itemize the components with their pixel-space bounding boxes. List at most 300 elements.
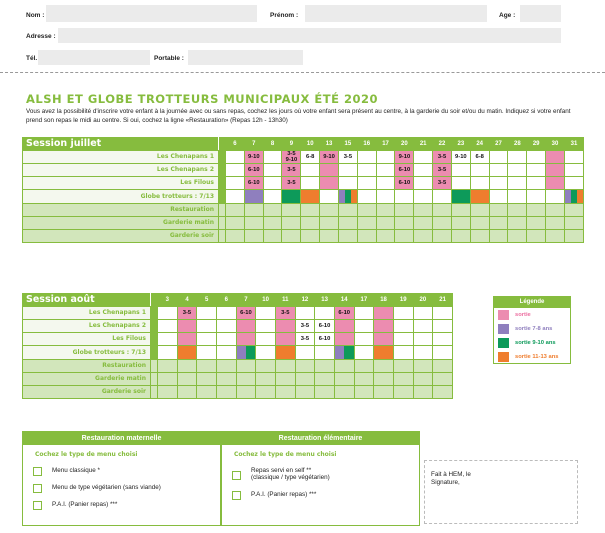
day-cell[interactable]	[489, 151, 508, 164]
day-cell[interactable]	[282, 230, 301, 243]
day-cell[interactable]	[376, 204, 395, 217]
day-cell[interactable]	[226, 190, 245, 204]
day-cell[interactable]	[470, 177, 489, 190]
day-cell[interactable]	[451, 230, 470, 243]
day-cell[interactable]	[256, 333, 276, 346]
day-cell[interactable]	[564, 217, 583, 230]
day-cell[interactable]	[564, 164, 583, 177]
day-cell[interactable]: 6-10	[395, 177, 414, 190]
day-cell[interactable]	[376, 190, 395, 204]
row-label: Les Chenapans 1	[23, 151, 219, 164]
day-cell[interactable]	[414, 164, 433, 177]
day-cell[interactable]	[263, 151, 282, 164]
day-cell[interactable]	[527, 204, 546, 217]
table-row	[23, 307, 453, 320]
legend-title: Légende	[494, 297, 570, 308]
session-august-table	[22, 293, 453, 399]
day-cell[interactable]	[564, 204, 583, 217]
day-cell[interactable]	[197, 346, 217, 360]
day-cell[interactable]	[433, 320, 453, 333]
day-cell[interactable]	[393, 360, 413, 373]
day-cell[interactable]	[177, 320, 197, 333]
day-cell[interactable]	[489, 204, 508, 217]
day-cell[interactable]	[508, 204, 527, 217]
spacer	[219, 204, 226, 217]
day-cell[interactable]	[489, 177, 508, 190]
day-cell[interactable]	[564, 177, 583, 190]
day-cell[interactable]	[216, 307, 236, 320]
day-header: 4	[177, 294, 197, 307]
day-cell[interactable]	[236, 333, 256, 346]
day-cell[interactable]	[282, 217, 301, 230]
day-cell[interactable]	[338, 230, 357, 243]
day-cell[interactable]	[451, 190, 470, 204]
day-cell[interactable]: 3-5	[295, 320, 315, 333]
day-cell[interactable]	[315, 307, 335, 320]
day-cell[interactable]	[414, 204, 433, 217]
day-cell[interactable]	[275, 320, 295, 333]
spacer	[219, 164, 226, 177]
day-cell[interactable]	[334, 373, 354, 386]
day-cell[interactable]: 6-10	[315, 320, 335, 333]
day-cell[interactable]	[395, 217, 414, 230]
day-cell[interactable]: 3-5	[433, 164, 452, 177]
day-cell[interactable]: 6-10	[244, 164, 263, 177]
tel-field[interactable]	[38, 50, 150, 65]
day-cell[interactable]	[470, 190, 489, 204]
day-cell[interactable]	[489, 217, 508, 230]
day-cell[interactable]	[546, 190, 565, 204]
day-cell[interactable]	[413, 333, 433, 346]
day-cell[interactable]	[374, 386, 394, 399]
day-cell[interactable]	[470, 230, 489, 243]
adresse-field[interactable]	[58, 28, 561, 43]
day-cell[interactable]	[527, 190, 546, 204]
day-cell[interactable]	[282, 204, 301, 217]
prenom-label: Prénom :	[270, 12, 299, 19]
day-cell[interactable]: 6-8	[301, 151, 320, 164]
day-cell[interactable]	[354, 307, 374, 320]
day-cell[interactable]	[177, 333, 197, 346]
day-cell[interactable]	[414, 151, 433, 164]
day-cell[interactable]	[413, 320, 433, 333]
day-cell[interactable]	[158, 360, 178, 373]
day-cell[interactable]	[158, 307, 178, 320]
day-cell[interactable]	[158, 320, 178, 333]
page-title: ALSH ET GLOBE TROTTEURS MUNICIPAUX ÉTÉ 2020	[26, 92, 378, 106]
day-cell[interactable]	[395, 230, 414, 243]
day-cell[interactable]	[275, 360, 295, 373]
outing-color-block	[178, 346, 197, 359]
day-cell[interactable]: 3-5 9-10	[282, 151, 301, 164]
day-cell[interactable]	[451, 164, 470, 177]
day-cell[interactable]	[433, 217, 452, 230]
day-cell[interactable]	[527, 230, 546, 243]
day-cell[interactable]	[451, 217, 470, 230]
day-header: 16	[357, 138, 376, 151]
outing-color-block	[374, 346, 393, 359]
day-header: 6	[226, 138, 245, 151]
day-cell[interactable]	[216, 346, 236, 360]
day-cell[interactable]: 9-10	[320, 151, 339, 164]
day-cell[interactable]	[354, 320, 374, 333]
day-cell[interactable]	[395, 204, 414, 217]
day-cell[interactable]	[275, 386, 295, 399]
day-cell[interactable]: 3-5	[433, 177, 452, 190]
day-cell[interactable]	[433, 346, 453, 360]
day-cell[interactable]	[295, 373, 315, 386]
day-cell[interactable]	[177, 360, 197, 373]
day-cell[interactable]	[357, 177, 376, 190]
day-cell[interactable]	[508, 151, 527, 164]
spacer	[219, 177, 226, 190]
day-cell[interactable]	[320, 217, 339, 230]
day-cell[interactable]	[413, 386, 433, 399]
day-cell[interactable]	[320, 190, 339, 204]
session-july-table	[22, 137, 584, 243]
day-cell[interactable]	[470, 217, 489, 230]
day-cell[interactable]	[374, 373, 394, 386]
checkbox[interactable]	[232, 491, 241, 500]
day-header: 20	[395, 138, 414, 151]
day-cell[interactable]: 6-10	[315, 333, 335, 346]
day-cell[interactable]	[546, 230, 565, 243]
day-cell[interactable]	[376, 151, 395, 164]
day-cell[interactable]	[256, 373, 276, 386]
day-cell[interactable]	[216, 373, 236, 386]
day-cell[interactable]	[334, 320, 354, 333]
day-cell[interactable]	[338, 190, 357, 204]
day-cell[interactable]: 9-10	[244, 151, 263, 164]
day-cell[interactable]	[546, 164, 565, 177]
day-cell[interactable]	[376, 164, 395, 177]
day-cell[interactable]	[508, 190, 527, 204]
day-cell[interactable]	[177, 386, 197, 399]
day-cell[interactable]	[433, 307, 453, 320]
day-cell[interactable]	[564, 151, 583, 164]
day-cell[interactable]	[489, 230, 508, 243]
day-cell[interactable]: 3-5	[338, 151, 357, 164]
day-cell[interactable]	[275, 346, 295, 360]
day-cell[interactable]	[263, 177, 282, 190]
day-cell[interactable]	[263, 204, 282, 217]
day-cell[interactable]	[275, 333, 295, 346]
option-label: Menu classique *	[52, 467, 100, 474]
day-cell[interactable]	[197, 386, 217, 399]
age-label: Age :	[499, 12, 516, 19]
day-cell[interactable]	[315, 386, 335, 399]
day-header: 17	[354, 294, 374, 307]
day-cell[interactable]	[433, 230, 452, 243]
day-cell[interactable]	[236, 346, 256, 360]
day-cell[interactable]	[275, 373, 295, 386]
day-cell[interactable]	[414, 190, 433, 204]
day-cell[interactable]	[197, 360, 217, 373]
day-cell[interactable]	[527, 217, 546, 230]
prenom-field[interactable]	[305, 5, 487, 22]
day-cell[interactable]: 6-8	[470, 151, 489, 164]
day-cell[interactable]	[489, 164, 508, 177]
day-cell[interactable]	[451, 204, 470, 217]
day-cell[interactable]: 3-5	[295, 333, 315, 346]
option-label: Menu de type végétarien (sans viande)	[52, 484, 161, 491]
day-cell[interactable]	[376, 217, 395, 230]
day-cell[interactable]	[508, 230, 527, 243]
day-cell[interactable]: 6-10	[395, 164, 414, 177]
day-cell[interactable]	[256, 307, 276, 320]
day-cell[interactable]	[527, 151, 546, 164]
day-cell[interactable]	[393, 386, 413, 399]
day-cell[interactable]	[334, 346, 354, 360]
day-cell[interactable]	[216, 360, 236, 373]
day-cell[interactable]	[301, 217, 320, 230]
legend-swatch	[498, 310, 509, 320]
day-cell[interactable]	[546, 204, 565, 217]
day-cell[interactable]	[236, 386, 256, 399]
day-cell[interactable]	[354, 386, 374, 399]
day-cell[interactable]	[413, 360, 433, 373]
day-header: 8	[263, 138, 282, 151]
day-cell[interactable]	[315, 346, 335, 360]
day-cell[interactable]	[338, 177, 357, 190]
day-cell[interactable]	[414, 177, 433, 190]
day-cell[interactable]	[357, 164, 376, 177]
day-cell[interactable]	[413, 373, 433, 386]
day-cell[interactable]	[357, 217, 376, 230]
day-cell[interactable]	[216, 386, 236, 399]
day-cell[interactable]	[301, 204, 320, 217]
day-cell[interactable]	[263, 217, 282, 230]
day-cell[interactable]	[315, 373, 335, 386]
table-row	[23, 204, 584, 217]
nom-label: Nom :	[26, 12, 45, 19]
day-cell[interactable]	[357, 230, 376, 243]
day-cell[interactable]	[197, 373, 217, 386]
day-cell[interactable]	[508, 217, 527, 230]
day-cell[interactable]: 6-10	[334, 307, 354, 320]
day-cell[interactable]	[357, 190, 376, 204]
day-header: 14	[334, 294, 354, 307]
day-cell[interactable]	[376, 230, 395, 243]
day-cell[interactable]	[256, 320, 276, 333]
day-cell[interactable]	[433, 190, 452, 204]
day-cell[interactable]	[354, 360, 374, 373]
table-row	[23, 190, 584, 204]
day-cell[interactable]	[357, 204, 376, 217]
option-pai-elem[interactable]	[232, 491, 419, 500]
day-cell[interactable]	[334, 386, 354, 399]
day-cell[interactable]	[508, 177, 527, 190]
day-cell[interactable]	[197, 307, 217, 320]
day-cell[interactable]	[374, 320, 394, 333]
day-cell[interactable]	[320, 177, 339, 190]
day-cell[interactable]	[197, 320, 217, 333]
day-cell[interactable]	[395, 190, 414, 204]
day-cell[interactable]	[301, 190, 320, 204]
day-cell[interactable]	[354, 333, 374, 346]
day-cell[interactable]	[334, 333, 354, 346]
day-cell[interactable]	[354, 373, 374, 386]
checkbox[interactable]	[33, 501, 42, 510]
day-cell[interactable]	[414, 217, 433, 230]
restauration-elementaire-box	[221, 431, 420, 526]
day-header: 17	[376, 138, 395, 151]
day-cell[interactable]: 9-10	[395, 151, 414, 164]
day-cell[interactable]	[301, 164, 320, 177]
day-cell[interactable]	[236, 360, 256, 373]
day-cell[interactable]	[263, 164, 282, 177]
day-cell[interactable]	[177, 373, 197, 386]
outing-color-block	[301, 190, 319, 203]
day-cell[interactable]	[295, 360, 315, 373]
day-cell[interactable]	[508, 164, 527, 177]
portable-label: Portable :	[154, 55, 184, 62]
day-cell[interactable]	[433, 204, 452, 217]
day-cell[interactable]	[295, 346, 315, 360]
day-cell[interactable]	[413, 346, 433, 360]
day-cell[interactable]: 3-5	[282, 177, 301, 190]
day-cell[interactable]	[546, 151, 565, 164]
day-cell[interactable]	[263, 230, 282, 243]
day-header: 3	[158, 294, 178, 307]
option-label: P.A.I. (Panier repas) ***	[52, 501, 118, 508]
day-cell[interactable]	[338, 204, 357, 217]
legend-item	[494, 350, 570, 364]
day-cell[interactable]	[226, 230, 245, 243]
day-cell[interactable]	[216, 333, 236, 346]
day-cell[interactable]	[244, 217, 263, 230]
day-header: 31	[564, 138, 583, 151]
day-cell[interactable]	[236, 320, 256, 333]
day-cell[interactable]	[393, 307, 413, 320]
day-cell[interactable]	[315, 360, 335, 373]
table-row	[23, 346, 453, 360]
day-cell[interactable]: 6-10	[236, 307, 256, 320]
day-cell[interactable]	[244, 230, 263, 243]
day-cell[interactable]: 3-5	[282, 164, 301, 177]
table-row	[23, 217, 584, 230]
day-cell[interactable]	[546, 177, 565, 190]
day-cell[interactable]: 9-10	[451, 151, 470, 164]
day-cell[interactable]	[413, 307, 433, 320]
option-pai[interactable]	[33, 501, 220, 510]
session-label: Session août	[23, 294, 151, 307]
day-cell[interactable]	[354, 346, 374, 360]
day-cell[interactable]	[301, 230, 320, 243]
table-row	[23, 320, 453, 333]
day-cell[interactable]	[256, 346, 276, 360]
checkbox[interactable]	[33, 467, 42, 476]
day-cell[interactable]	[393, 346, 413, 360]
option-menu-vegetarien[interactable]	[33, 484, 220, 493]
day-cell[interactable]: 3-5	[177, 307, 197, 320]
day-cell[interactable]	[226, 217, 245, 230]
day-cell[interactable]	[374, 360, 394, 373]
age-field[interactable]	[520, 5, 561, 22]
session-label: Session juillet	[23, 138, 219, 151]
day-cell[interactable]	[433, 360, 453, 373]
day-cell[interactable]: 6-10	[244, 177, 263, 190]
day-cell[interactable]	[244, 204, 263, 217]
day-cell[interactable]	[433, 333, 453, 346]
day-cell[interactable]	[226, 177, 245, 190]
day-cell[interactable]	[374, 346, 394, 360]
day-cell[interactable]	[527, 164, 546, 177]
day-cell[interactable]	[226, 164, 245, 177]
day-header: 30	[546, 138, 565, 151]
day-cell[interactable]	[374, 333, 394, 346]
day-cell[interactable]	[334, 360, 354, 373]
day-cell[interactable]	[197, 333, 217, 346]
day-cell[interactable]	[158, 373, 178, 386]
day-cell[interactable]	[393, 333, 413, 346]
day-cell[interactable]	[527, 177, 546, 190]
day-cell[interactable]: 3-5	[433, 151, 452, 164]
day-cell[interactable]	[451, 177, 470, 190]
spacer	[151, 386, 158, 399]
day-cell[interactable]	[338, 217, 357, 230]
day-cell[interactable]	[301, 177, 320, 190]
day-cell[interactable]	[564, 190, 583, 204]
table-row	[23, 151, 584, 164]
day-cell[interactable]	[393, 373, 413, 386]
day-cell[interactable]	[244, 190, 263, 204]
day-cell[interactable]	[236, 373, 256, 386]
day-cell[interactable]	[256, 360, 276, 373]
day-cell[interactable]	[320, 164, 339, 177]
day-cell[interactable]	[320, 204, 339, 217]
day-cell[interactable]	[177, 346, 197, 360]
checkbox[interactable]	[232, 471, 241, 480]
day-cell[interactable]	[433, 386, 453, 399]
day-cell[interactable]	[295, 307, 315, 320]
day-cell[interactable]	[374, 307, 394, 320]
checkbox[interactable]	[33, 484, 42, 493]
signature-box[interactable]: Fait à HEM, le Signature,	[424, 460, 578, 524]
option-self[interactable]	[232, 467, 419, 481]
day-cell[interactable]	[470, 204, 489, 217]
day-cell[interactable]	[357, 151, 376, 164]
day-cell[interactable]	[414, 230, 433, 243]
day-cell[interactable]	[295, 386, 315, 399]
row-label: Restauration	[23, 360, 151, 373]
day-cell[interactable]	[216, 320, 236, 333]
day-cell[interactable]: 3-5	[275, 307, 295, 320]
option-menu-classique[interactable]	[33, 467, 220, 476]
day-header: 28	[508, 138, 527, 151]
day-cell[interactable]	[489, 190, 508, 204]
day-cell[interactable]	[226, 204, 245, 217]
day-cell[interactable]	[338, 164, 357, 177]
portable-field[interactable]	[188, 50, 303, 65]
day-cell[interactable]	[376, 177, 395, 190]
day-cell[interactable]	[158, 346, 178, 360]
day-cell[interactable]	[546, 217, 565, 230]
day-cell[interactable]	[470, 164, 489, 177]
day-cell[interactable]	[282, 190, 301, 204]
day-cell[interactable]	[433, 373, 453, 386]
day-cell[interactable]	[393, 320, 413, 333]
table-row	[23, 333, 453, 346]
day-cell[interactable]	[226, 151, 245, 164]
day-cell[interactable]	[320, 230, 339, 243]
day-cell[interactable]	[158, 386, 178, 399]
day-cell[interactable]	[564, 230, 583, 243]
day-cell[interactable]	[256, 386, 276, 399]
day-cell[interactable]	[263, 190, 282, 204]
day-cell[interactable]	[158, 333, 178, 346]
nom-field[interactable]	[46, 5, 257, 22]
